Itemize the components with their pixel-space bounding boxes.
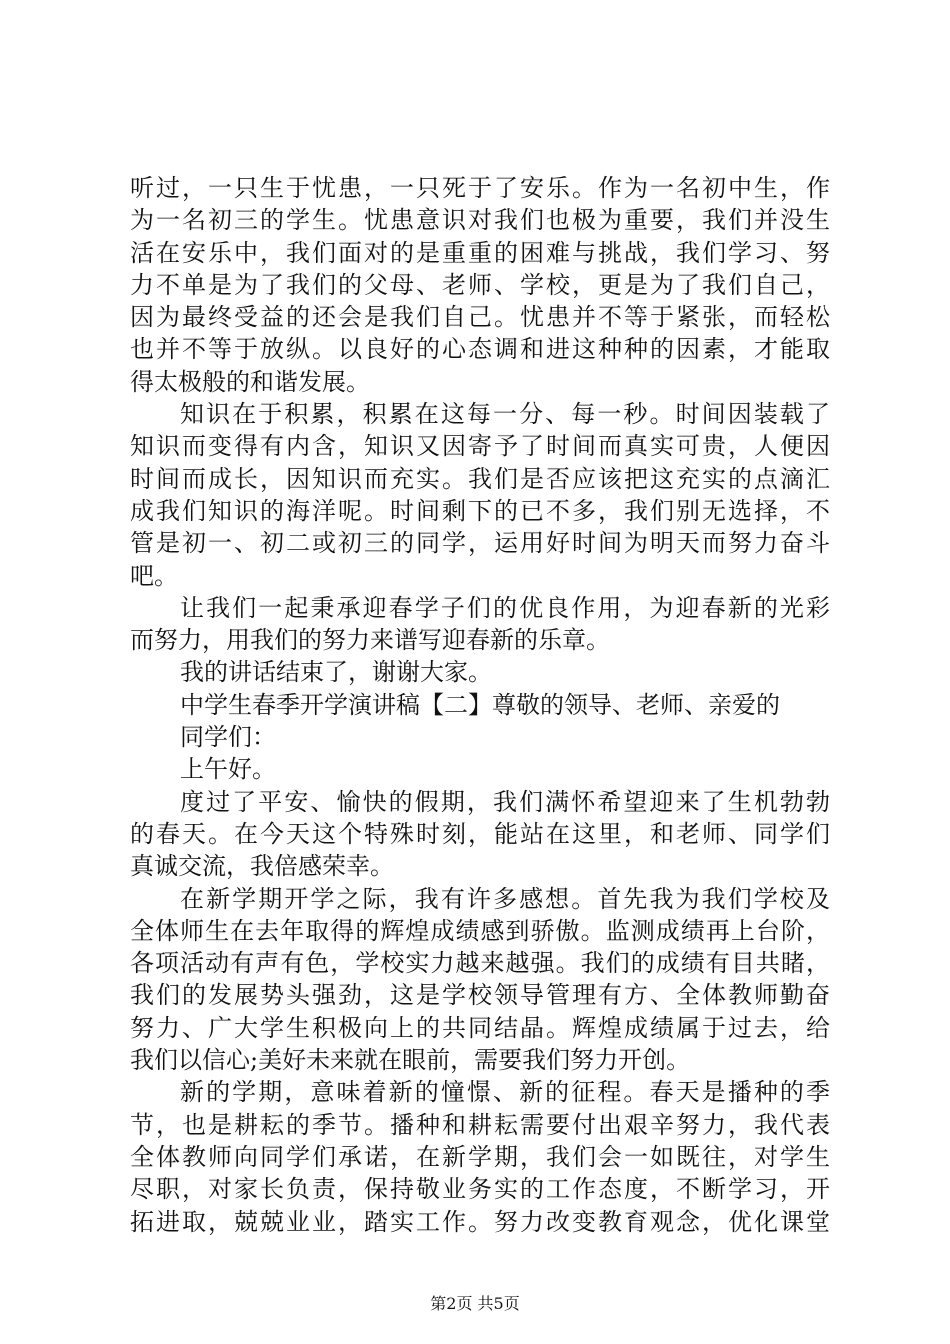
paragraph xyxy=(130,398,830,592)
text-line: 节，也是耕耘的季节。播种和耕耘需要付出艰辛努力，我代表 xyxy=(130,1110,830,1139)
text-line: 全体教师向同学们承诺，在新学期，我们会一如既往，对学生 xyxy=(130,1142,830,1171)
text-line: 真诚交流，我倍感荣幸。 xyxy=(130,852,394,881)
text-line: 力不单是为了我们的父母、老师、学校，更是为了我们自己， xyxy=(130,270,830,299)
text-line: 各项活动有声有色，学校实力越来越强。我们的成绩有目共睹， xyxy=(130,949,830,978)
text-line: 听过，一只生于忧患，一只死于了安乐。作为一名初中生，作 xyxy=(130,174,830,202)
text-line: 我们以信心;美好未来就在眼前，需要我们努力开创。 xyxy=(130,1046,691,1075)
paragraph xyxy=(130,689,830,754)
text-line: 拓进取，兢兢业业，踏实工作。努力改变教育观念，优化课堂 xyxy=(130,1207,830,1236)
text-line: 而努力，用我们的努力来谱写迎春新的乐章。 xyxy=(130,626,610,655)
paragraph xyxy=(130,1076,830,1237)
text-line: 我们的发展势头强劲，这是学校领导管理有方、全体教师勤奋 xyxy=(130,981,830,1010)
section-heading-line: 中学生春季开学演讲稿【二】尊敬的领导、老师、亲爱的 xyxy=(180,690,780,719)
text-line: 的春天。在今天这个特殊时刻，能站在这里，和老师、同学们 xyxy=(130,819,830,848)
text-line: 吧。 xyxy=(130,561,178,590)
paragraph xyxy=(130,883,830,1077)
text-line: 知识而变得有内含，知识又因寄予了时间而真实可贵，人便因 xyxy=(130,432,830,461)
text-line: 在新学期开学之际，我有许多感想。首先我为我们学校及 xyxy=(180,884,830,913)
text-line: 全体师生在去年取得的辉煌成绩感到骄傲。监测成绩再上台阶， xyxy=(130,916,830,945)
text-line: 尽职，对家长负责，保持敬业务实的工作态度，不断学习，开 xyxy=(130,1175,830,1204)
text-line: 让我们一起秉承迎春学子们的优良作用，为迎春新的光彩 xyxy=(180,593,830,622)
text-line: 我的讲话结束了，谢谢大家。 xyxy=(180,658,492,687)
text-line: 管是初一、初二或初三的同学，运用好时间为明天而努力奋斗 xyxy=(130,529,830,558)
paragraph xyxy=(130,172,830,398)
text-line: 成我们知识的海洋呢。时间剩下的已不多，我们别无选择，不 xyxy=(130,496,830,525)
text-line: 新的学期，意味着新的憧憬、新的征程。春天是播种的季 xyxy=(180,1078,830,1107)
text-line: 也并不等于放纵。以良好的心态调和进这种种的因素，才能取 xyxy=(130,335,830,364)
paragraph xyxy=(130,592,830,657)
text-line: 同学们： xyxy=(180,723,276,752)
paragraph xyxy=(130,753,830,785)
text-line: 时间而成长，因知识而充实。我们是否应该把这充实的点滴汇 xyxy=(130,464,830,493)
text-line: 知识在于积累，积累在这每一分、每一秒。时间因装载了 xyxy=(180,400,830,429)
document-body xyxy=(130,172,830,1238)
text-line: 上午好。 xyxy=(180,755,276,784)
page-number-footer: 第2页 共5页 xyxy=(430,1294,520,1313)
text-line: 得太极般的和谐发展。 xyxy=(130,367,370,396)
text-line: 努力、广大学生积极向上的共同结晶。辉煌成绩属于过去，给 xyxy=(130,1013,830,1042)
text-line: 为一名初三的学生。忧患意识对我们也极为重要，我们并没生 xyxy=(130,206,830,235)
text-line: 活在安乐中，我们面对的是重重的困难与挑战，我们学习、努 xyxy=(130,238,830,267)
paragraph xyxy=(130,786,830,883)
text-line: 度过了平安、愉快的假期，我们满怀希望迎来了生机勃勃 xyxy=(180,787,830,816)
text-line: 因为最终受益的还会是我们自己。忧患并不等于紧张，而轻松 xyxy=(130,303,830,332)
paragraph xyxy=(130,656,830,688)
